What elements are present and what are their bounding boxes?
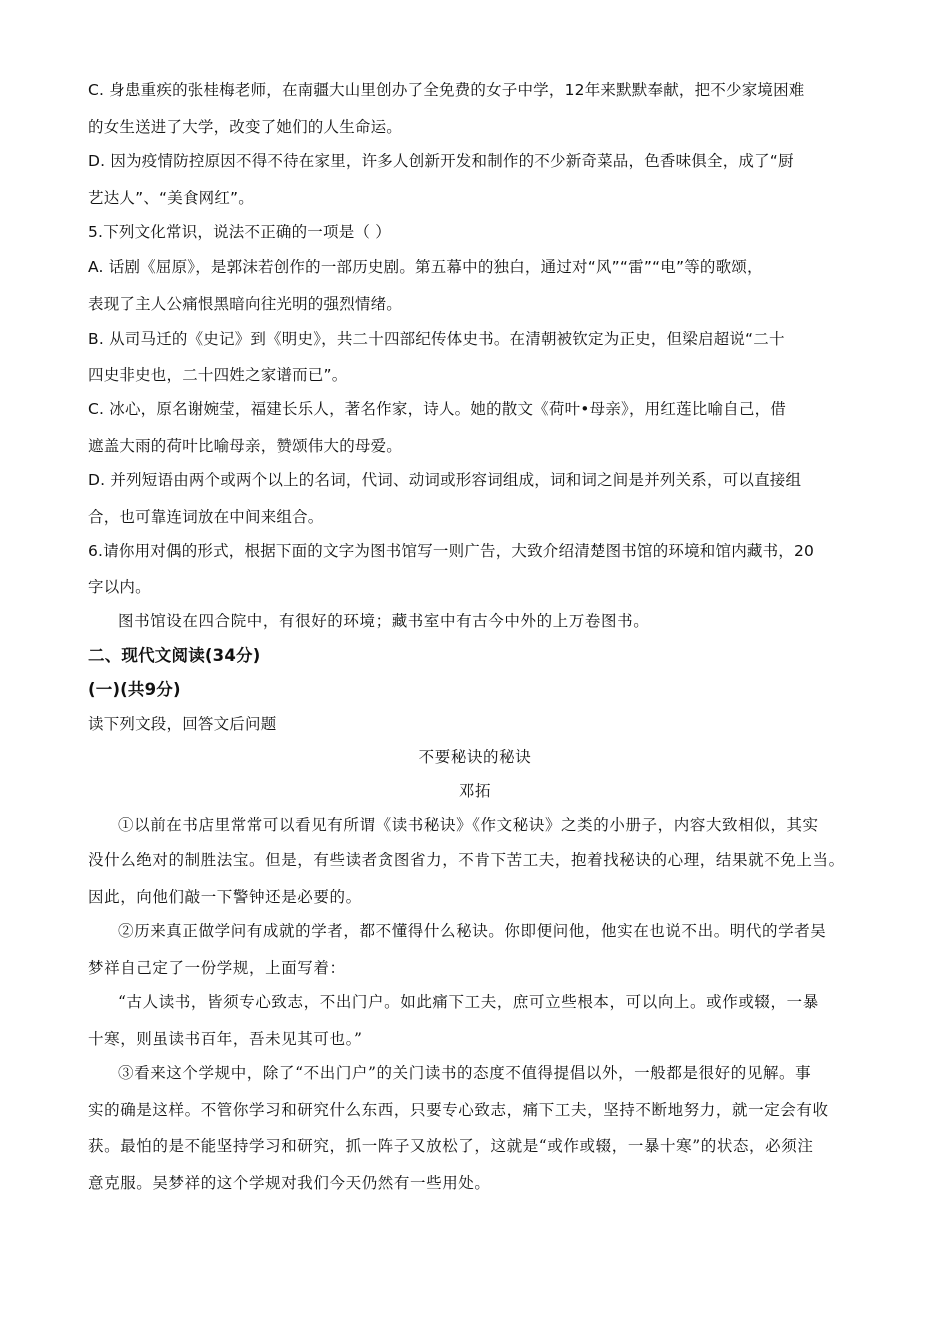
q4-option-c-line1: C. 身患重疾的张桂梅老师，在南疆大山里创办了全免费的女子中学，12年来默默奉献，把不少家境困难 (88, 81, 805, 99)
article-p3-line4: 意克服。吴梦祥的这个学规对我们今天仍然有一些用处。 (88, 1174, 491, 1192)
q4-option-d-line1: D. 因为疫情防控原因不得不待在家里，许多人创新开发和制作的不少新奇菜品，色香味俱全，成了“厨 (88, 152, 794, 170)
part1-heading: (一)(共9分) (88, 680, 181, 699)
q5-option-a-line2: 表现了主人公痛恨黑暗向往光明的强烈情绪。 (88, 295, 403, 313)
article-author: 邓拓 (458, 782, 492, 800)
q5-option-c-line1: C. 冰心，原名谢婉莹，福建长乐人，著名作家，诗人。她的散文《荷叶•母亲》，用红莲比喻自己，借 (88, 400, 786, 418)
q5-stem: 5.下列文化常识，说法不正确的一项是（ ） (88, 223, 391, 241)
q5-option-d-line1: D. 并列短语由两个或两个以上的名词，代词、动词或形容词组成，词和词之间是并列关系，可以直接组 (88, 471, 802, 489)
q4-option-c-line2: 的女生送进了大学，改变了她们的人生命运。 (88, 118, 403, 136)
article-title: 不要秘诀的秘诀 (418, 748, 532, 766)
reading-instruction: 读下列文段，回答文后问题 (88, 715, 277, 733)
q4-option-d-line2: 艺达人”、“美食网红”。 (88, 189, 254, 207)
article-p2-line2: 梦祥自己定了一份学规，上面写着： (88, 959, 346, 977)
q5-option-b-line2: 四史非史也，二十四姓之家谱而已”。 (88, 366, 348, 384)
article-p1-line1: ①以前在书店里常常可以看见有所谓《读书秘诀》《作文秘诀》之类的小册子，内容大致相似，其实 (118, 816, 819, 834)
section2-heading: 二、现代文阅读(34分) (88, 646, 261, 665)
article-quote-line2: 十寒，则虽读书百年，吾未见其可也。” (88, 1030, 363, 1048)
q6-stem-line2: 字以内。 (88, 578, 151, 596)
q5-option-d-line2: 合，也可靠连词放在中间来组合。 (88, 508, 324, 526)
article-p1-line3: 因此，向他们敲一下警钟还是必要的。 (88, 888, 362, 906)
article-p1-line2: 没什么绝对的制胜法宝。但是，有些读者贪图省力，不肯下苦工夫，抱着找秘诀的心理，结果就不免上当。 (88, 851, 845, 869)
article-p3-line2: 实的确是这样。不管你学习和研究什么东西，只要专心致志，痛下工夫，坚持不断地努力，就一定会有收 (88, 1101, 829, 1119)
article-p2-line1: ②历来真正做学问有成就的学者，都不懂得什么秘诀。你即便问他，他实在也说不出。明代的学者吴 (118, 922, 827, 940)
q5-option-c-line2: 遮盖大雨的荷叶比喻母亲，赞颂伟大的母爱。 (88, 437, 403, 455)
q5-option-a-line1: A. 话剧《屈原》，是郭沫若创作的一部历史剧。第五幕中的独白，通过对“风”“雷”“电”等的歌颂， (88, 258, 763, 276)
article-p3-line3: 获。最怕的是不能坚持学习和研究，抓一阵子又放松了，这就是“或作或辍，一暴十寒”的状态，必须注 (88, 1137, 814, 1155)
q6-material: 图书馆设在四合院中，有很好的环境；藏书室中有古今中外的上万卷图书。 (118, 612, 650, 630)
article-quote-line1: “古人读书，皆须专心致志，不出门户。如此痛下工夫，庶可立些根本，可以向上。或作或辍，一暴 (118, 993, 819, 1011)
q6-stem-line1: 6.请你用对偶的形式，根据下面的文字为图书馆写一则广告，大致介绍清楚图书馆的环境和馆内藏书，20 (88, 542, 815, 560)
article-p3-line1: ③看来这个学规中，除了“不出门户”的关门读书的态度不值得提倡以外，一般都是很好的见解。事 (118, 1064, 812, 1082)
q5-option-b-line1: B. 从司马迁的《史记》到《明史》，共二十四部纪传体史书。在清朝被钦定为正史，但梁启超说“二十 (88, 330, 785, 348)
